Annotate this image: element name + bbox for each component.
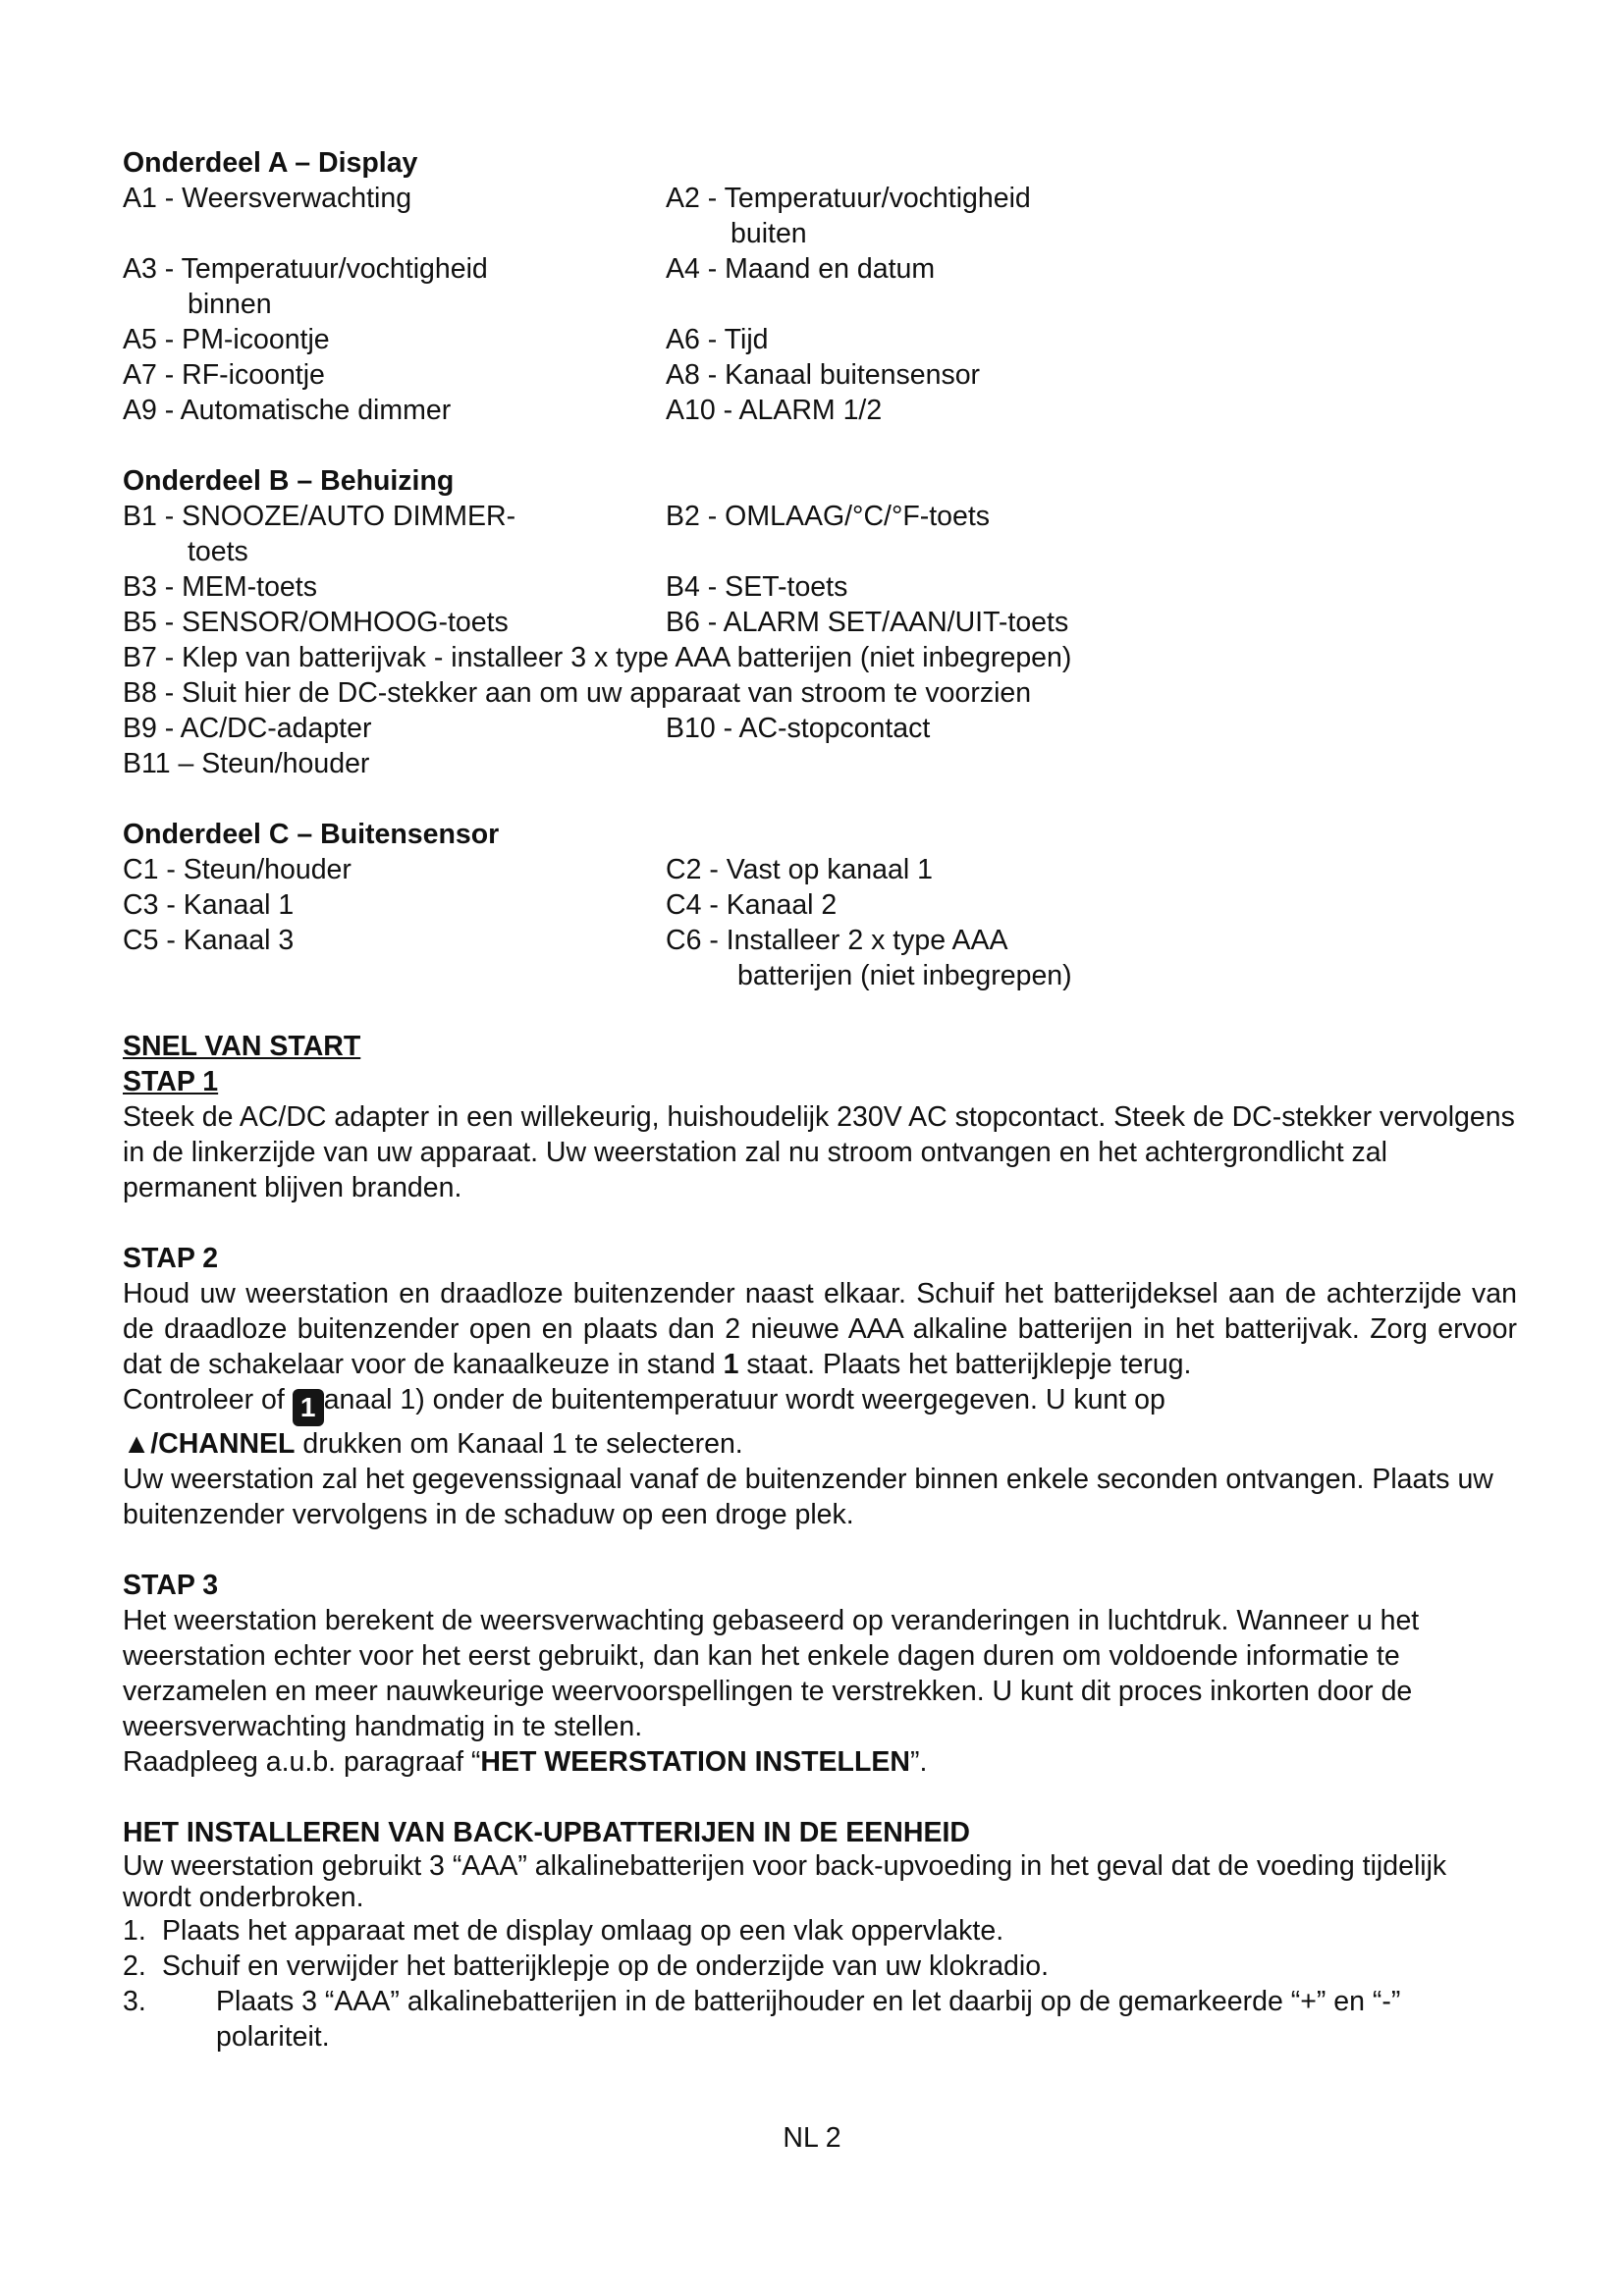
list-item: A6 - Tijd (666, 324, 769, 355)
backup-intro: Uw weerstation gebruikt 3 “AAA” alkalinebatterijen voor back-upvoeding in het geval dat de voeding tijdelijk wordt onderbroken. (123, 1850, 1447, 1913)
list-item: A1 - Weersverwachting (123, 183, 412, 214)
list-item: C3 - Kanaal 1 (123, 889, 295, 921)
list-item: 1. Plaats het apparaat met de display omlaag op een vlak oppervlakte. (123, 1915, 1004, 1947)
list-item: B9 - AC/DC-adapter (123, 713, 372, 744)
stap2-paragraph-1: Houd uw weerstation en draadloze buitenzender naast elkaar. Schuif het batterijdeksel aan de achterzijde van de draadloze buitenzender open en plaats dan 2 nieuwe AAA alkaline batterijen in het batterijvak. Zorg ervoor dat de schakelaar voor de kanaalkeuze in stand 1 staat. Plaats het batterijklepje terug. (123, 1278, 1517, 1380)
stap3-reference: Raadpleeg a.u.b. paragraaf “HET WEERSTATION INSTELLEN”. (123, 1746, 928, 1778)
section-b-title: Onderdeel B – Behuizing (123, 465, 455, 497)
stap2-paragraph-3: Uw weerstation zal het gegevenssignaal vanaf de buitenzender binnen enkele seconden ontvangen. Plaats uw buitenzender vervolgens in de schaduw op een droge plek. (123, 1464, 1493, 1530)
list-item: C5 - Kanaal 3 (123, 925, 295, 956)
channel-1-icon: 1 (293, 1389, 324, 1426)
stap1-heading: STAP 1 (123, 1066, 219, 1097)
list-item: B1 - SNOOZE/AUTO DIMMER- (123, 501, 516, 532)
list-item: 2. Schuif en verwijder het batterijklepje op de onderzijde van uw klokradio. (123, 1950, 1050, 1982)
stap2-paragraph-2: Controleer of 1 anaal 1) onder de buitentemperatuur wordt weergegeven. U kunt op ▲/CHANNEL drukken om Kanaal 1 te selecteren. (123, 1384, 1165, 1460)
list-item: batterijen (niet inbegrepen) (737, 960, 1072, 991)
quickstart-heading: SNEL VAN START (123, 1031, 361, 1062)
list-item: B11 – Steun/houder (123, 748, 370, 779)
list-item: B7 - Klep van batterijvak - installeer 3 x type AAA batterijen (niet inbegrepen) (123, 642, 1072, 673)
section-a-title: Onderdeel A – Display (123, 147, 418, 179)
list-item: A7 - RF-icoontje (123, 359, 325, 391)
manual-page (123, 145, 1517, 2055)
list-item: B10 - AC-stopcontact (666, 713, 931, 744)
section-b-list (123, 499, 1517, 640)
list-item: B4 - SET-toets (666, 571, 848, 603)
list-item: A5 - PM-icoontje (123, 324, 330, 355)
list-item: A2 - Temperatuur/vochtigheid (666, 183, 1031, 214)
list-item: C1 - Steun/houder (123, 854, 352, 885)
list-item: C4 - Kanaal 2 (666, 889, 838, 921)
stap1-text: Steek de AC/DC adapter in een willekeurig, huishoudelijk 230V AC stopcontact. Steek de DC-stekker vervolgens in de linkerzijde van uw apparaat. Uw weerstation zal nu stroom ontvangen en het achtergrondlicht zal permanent blijven branden. (123, 1101, 1515, 1203)
list-item: A9 - Automatische dimmer (123, 395, 452, 426)
list-item: B8 - Sluit hier de DC-stekker aan om uw apparaat van stroom te voorzien (123, 677, 1032, 709)
stap3-heading: STAP 3 (123, 1570, 219, 1601)
list-item (123, 216, 666, 251)
list-item: buiten (731, 218, 807, 249)
list-item: C6 - Installeer 2 x type AAA (666, 925, 1008, 956)
list-item: A3 - Temperatuur/vochtigheid (123, 253, 488, 285)
section-c-title: Onderdeel C – Buitensensor (123, 819, 500, 850)
list-item (666, 287, 1517, 322)
list-item: A4 - Maand en datum (666, 253, 936, 285)
section-c-list (123, 852, 1517, 993)
list-item: A8 - Kanaal buitensensor (666, 359, 981, 391)
list-item: binnen (188, 289, 272, 320)
list-item: B5 - SENSOR/OMHOOG-toets (123, 607, 509, 638)
section-a-list (123, 181, 1517, 428)
stap2-heading: STAP 2 (123, 1243, 219, 1274)
page-number: NL 2 (783, 2122, 841, 2154)
list-item: C2 - Vast op kanaal 1 (666, 854, 933, 885)
list-item: A10 - ALARM 1/2 (666, 395, 883, 426)
list-item: toets (188, 536, 248, 567)
list-item: B2 - OMLAAG/°C/°F-toets (666, 501, 991, 532)
stap3-text: Het weerstation berekent de weersverwachting gebaseerd op veranderingen in luchtdruk. Wanneer u het weerstation echter voor het eerst gebruikt, dan kan het enkele dagen duren om voldoende informatie te verzamelen en meer nauwkeurige weervoorspellingen te verstrekken. U kunt dit proces inkorten door de weersverwachting handmatig in te stellen. (123, 1605, 1420, 1742)
list-item: 3. Plaats 3 “AAA” alkalinebatterijen in de batterijhouder en let daarbij op de gemarkeerde “+” en “-” polariteit. (123, 1986, 1401, 2053)
list-item: B3 - MEM-toets (123, 571, 317, 603)
list-item: B6 - ALARM SET/AAN/UIT-toets (666, 607, 1069, 638)
backup-heading: HET INSTALLEREN VAN BACK-UPBATTERIJEN IN DE EENHEID (123, 1817, 970, 1848)
